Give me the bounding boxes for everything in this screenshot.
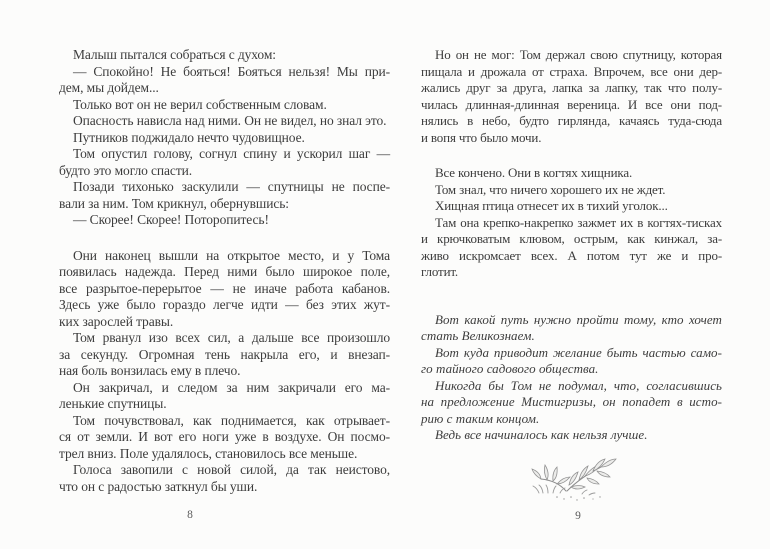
- text-line: Голоса завопили с новой силой, да так неистово,: [73, 462, 390, 477]
- text-line: Том почувствовал, как поднимается, как отрывает-: [73, 412, 390, 428]
- paragraph: [59, 47, 390, 64]
- text-line: Только вот он не верил собственным словам.: [73, 96, 327, 112]
- text-line: Ведь все начиналось как нельзя лучше.: [435, 427, 648, 442]
- paragraph: [59, 212, 390, 229]
- paragraph: [59, 462, 390, 495]
- text-line: чилась длинная-длинная вереница. И все они под-: [421, 96, 722, 112]
- text-line: будто это могло спасти.: [59, 162, 193, 178]
- text-line: Путников поджидало нечто чудовищное.: [73, 129, 305, 145]
- text-line: Опасность нависла над ними. Он не видел, но знал это.: [73, 113, 387, 128]
- paragraph: [421, 47, 722, 146]
- paragraph: [421, 182, 722, 199]
- text-line: Они наконец вышли на открытое место, и у Тома: [73, 247, 390, 263]
- page-8-text-column: [59, 47, 390, 495]
- text-line: Малыш пытался собраться с духом:: [73, 47, 276, 62]
- paragraph: [421, 312, 722, 345]
- text-line: трел вниз. Поле удалялось, становилось все меньше.: [59, 445, 358, 461]
- text-line: Хищная птица отнесет их в тихий уголок...: [435, 198, 668, 213]
- paragraph: [421, 215, 722, 281]
- paragraph: [59, 113, 390, 130]
- text-line: жались друг за друга, лапка за лапку, так что полу-: [421, 80, 722, 95]
- text-line: и вопя что было мочи.: [421, 129, 542, 145]
- text-line: все разрытое-перерытое — не иначе работа кабанов.: [59, 280, 390, 296]
- text-line: ся от земли. И вот его ноги уже в воздухе. Он посмо-: [59, 429, 390, 444]
- text-line: за секунду. Огромная тень накрыла его, и внезап-: [59, 346, 390, 362]
- text-line: Никогда бы Том не подумал, что, согласившись: [435, 377, 722, 393]
- paragraph: [59, 380, 390, 413]
- text-line: Там она крепко-накрепко зажмет их в когтях-тисках: [435, 214, 722, 230]
- text-line: нялись в небо, будто гирлянда, качаясь туда-сюда: [421, 113, 722, 128]
- text-line: рию с таким концом.: [421, 410, 540, 426]
- text-line: Том опустил голову, согнул спину и ускорил шаг —: [73, 146, 390, 161]
- text-line: Вот какой путь нужно пройти тому, кто хочет: [435, 311, 722, 327]
- text-line: Здесь уже было гораздо легче идти — без этих жут-: [59, 297, 390, 312]
- paragraph: [59, 330, 390, 380]
- paragraph: [59, 179, 390, 212]
- paragraph: [421, 345, 722, 378]
- text-line: ленькие спутницы.: [59, 396, 167, 411]
- text-line: и крючковатым клювом, острым, как кинжал, за-: [421, 231, 722, 246]
- paragraph: [59, 64, 390, 97]
- text-line: Все кончено. Они в когтях хищника.: [435, 165, 633, 180]
- text-line: вали за ним. Том крикнул, обернувшись:: [59, 195, 289, 211]
- paragraph: [59, 130, 390, 147]
- paragraph: [421, 165, 722, 182]
- page-number-right: 9: [575, 510, 581, 522]
- text-line: что он с радостью заткнул бы уши.: [59, 478, 258, 494]
- text-line: Но он не мог: Том держал свою спутницу, которая: [435, 47, 722, 62]
- text-line: появилась надежда. Перед ними было широкое поле,: [59, 264, 390, 279]
- text-line: на предложение Мистигризы, он попадет в исто-: [421, 394, 722, 409]
- paragraph: [421, 198, 722, 215]
- text-line: живо искромсает всех. А потом тут же и про-: [421, 247, 722, 263]
- text-line: дем, мы дойдем...: [59, 80, 159, 95]
- paragraph: [59, 248, 390, 331]
- text-line: — Скорее! Скорее! Поторопитесь!: [73, 212, 269, 227]
- text-line: — Спокойно! Не бояться! Бояться нельзя! Мы при-: [73, 63, 390, 79]
- text-line: Позади тихонько заскулили — спутницы не поспе-: [73, 179, 390, 194]
- paragraph: [421, 427, 722, 444]
- text-line: Том рванул изо всех сил, а дальше все произошло: [73, 330, 390, 345]
- page-number-left: 8: [187, 509, 193, 521]
- text-line: стать Великознаем.: [421, 328, 535, 343]
- text-line: Вот куда приводит желание быть частью само-: [435, 344, 722, 360]
- text-line: Он закричал, и следом за ним закричали его ма-: [73, 379, 390, 395]
- paragraph: [59, 413, 390, 463]
- paragraph: [421, 378, 722, 428]
- paragraph: [59, 146, 390, 179]
- paragraph: [59, 97, 390, 114]
- text-line: го тайного садового общества.: [421, 361, 599, 376]
- text-line: глотит.: [421, 264, 459, 279]
- text-line: пищала и дрожала от страха. Впрочем, все они дер-: [421, 63, 722, 79]
- page-9-text-column: [421, 47, 722, 444]
- text-line: Том знал, что ничего хорошего их не ждет.: [435, 181, 666, 197]
- text-line: ких зарослей травы.: [59, 313, 174, 329]
- sprig-illustration: [527, 451, 623, 503]
- text-line: ная боль вонзилась ему в плечо.: [59, 363, 241, 378]
